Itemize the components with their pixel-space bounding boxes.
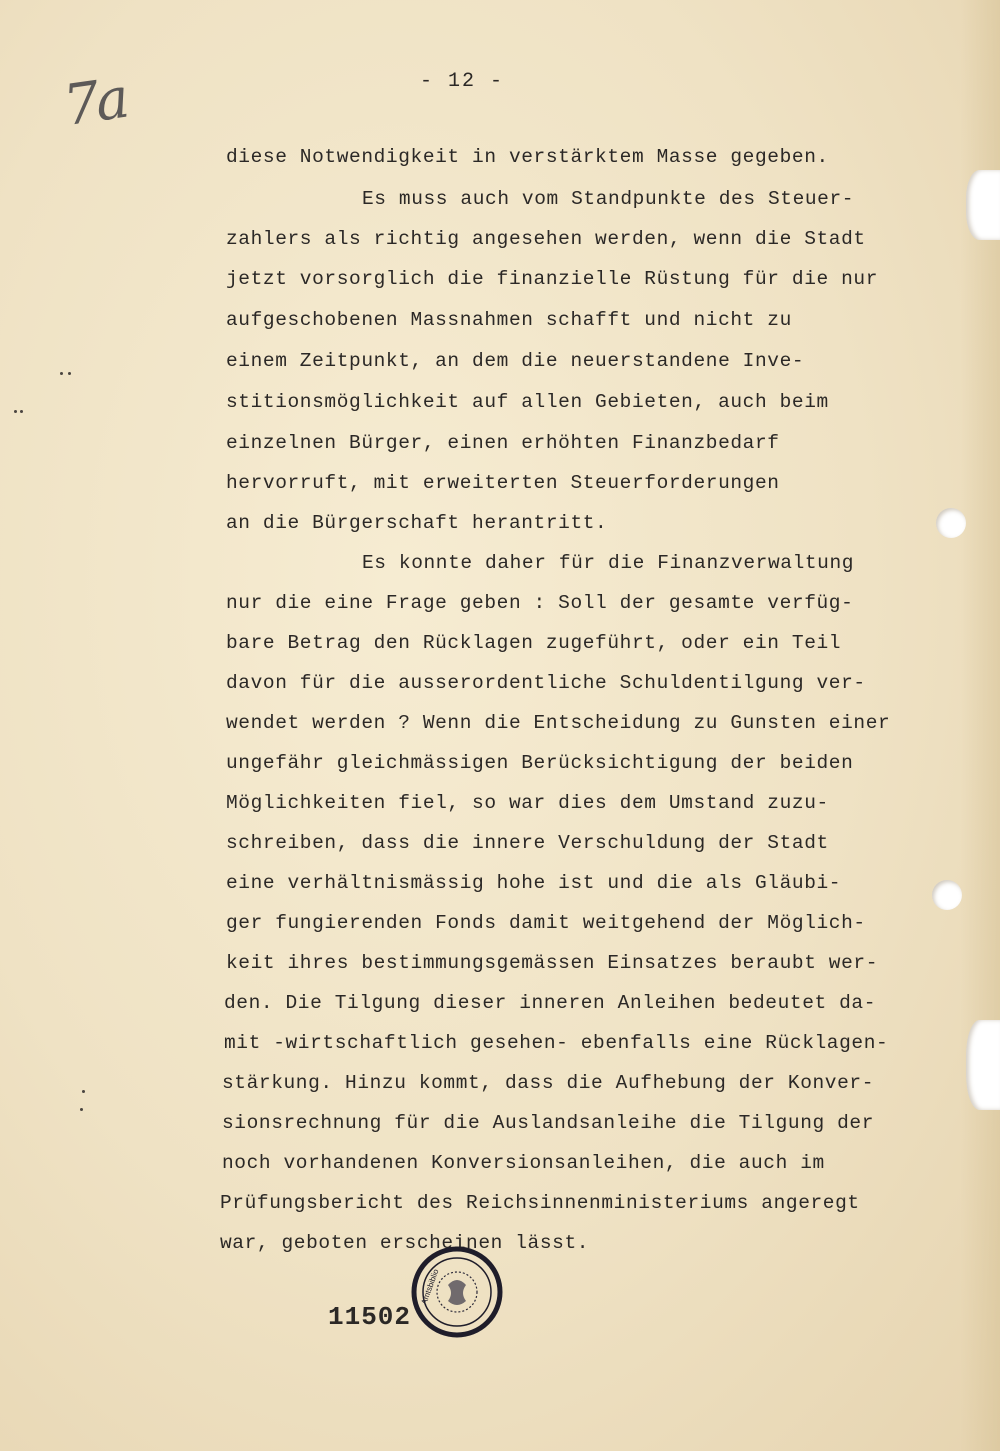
speck	[14, 410, 17, 413]
text-line: diese Notwendigkeit in verstärktem Masse gegeben.	[226, 146, 829, 168]
text-line: jetzt vorsorglich die finanzielle Rüstung für die nur	[226, 268, 879, 290]
speck	[82, 1090, 85, 1093]
text-line: einem Zeitpunkt, an dem die neuerstandene Inve-	[226, 350, 805, 372]
text-line: den. Die Tilgung dieser inneren Anleihen bedeutet da-	[224, 992, 877, 1014]
text-line: Möglichkeiten fiel, so war dies dem Umstand zuzu-	[226, 792, 829, 814]
svg-text:Amtsbiblio: Amtsbiblio	[419, 1267, 441, 1306]
text-line: mit -wirtschaftlich gesehen- ebenfalls eine Rücklagen-	[224, 1032, 889, 1054]
text-line: eine verhältnismässig hohe ist und die als Gläubi-	[226, 872, 842, 894]
text-line: keit ihres bestimmungsgemässen Einsatzes beraubt wer-	[226, 952, 879, 974]
text-line: Es muss auch vom Standpunkte des Steuer-	[362, 188, 855, 210]
punch-hole	[936, 508, 966, 538]
text-line: sionsrechnung für die Auslandsanleihe die Tilgung der	[222, 1112, 875, 1134]
text-line: wendet werden ? Wenn die Entscheidung zu Gunsten einer	[226, 712, 891, 734]
text-line: Prüfungsbericht des Reichsinnenministeriums angeregt	[220, 1192, 860, 1214]
text-line: stärkung. Hinzu kommt, dass die Aufhebung der Konver-	[222, 1072, 875, 1094]
paper-tear	[966, 1020, 1000, 1110]
speck	[20, 410, 23, 413]
text-line: ger fungierenden Fonds damit weitgehend der Möglich-	[226, 912, 866, 934]
speck	[80, 1108, 83, 1111]
text-line: einzelnen Bürger, einen erhöhten Finanzbedarf	[226, 432, 780, 454]
text-line: war, geboten erscheinen lässt.	[220, 1232, 590, 1254]
punch-hole	[932, 880, 962, 910]
speck	[60, 372, 63, 375]
text-line: ungefähr gleichmässigen Berücksichtigung der beiden	[226, 752, 854, 774]
text-line: an die Bürgerschaft herantritt.	[226, 512, 608, 534]
text-line: hervorruft, mit erweiterten Steuerforderungen	[226, 472, 780, 494]
text-line: zahlers als richtig angesehen werden, wenn die Stadt	[226, 228, 866, 250]
page-number: - 12 -	[420, 70, 505, 93]
stamp-seal-icon	[410, 1245, 504, 1339]
text-line: nur die eine Frage geben : Soll der gesamte verfüg-	[226, 592, 854, 614]
paper-tear	[966, 170, 1000, 240]
text-line: noch vorhandenen Konversionsanleihen, die auch im	[222, 1152, 825, 1174]
text-line: bare Betrag den Rücklagen zugeführt, oder ein Teil	[226, 632, 842, 654]
text-line: stitionsmöglichkeit auf allen Gebieten, auch beim	[226, 391, 829, 413]
archive-number: 11502	[328, 1302, 412, 1332]
text-line: schreiben, dass die innere Verschuldung der Stadt	[226, 832, 829, 854]
margin-annotation: 7a	[59, 66, 130, 139]
text-line: davon für die ausserordentliche Schuldentilgung ver-	[226, 672, 866, 694]
archive-stamp	[410, 1245, 504, 1339]
text-line: Es konnte daher für die Finanzverwaltung	[362, 552, 855, 574]
speck	[68, 372, 71, 375]
text-line: aufgeschobenen Massnahmen schafft und nicht zu	[226, 309, 792, 331]
